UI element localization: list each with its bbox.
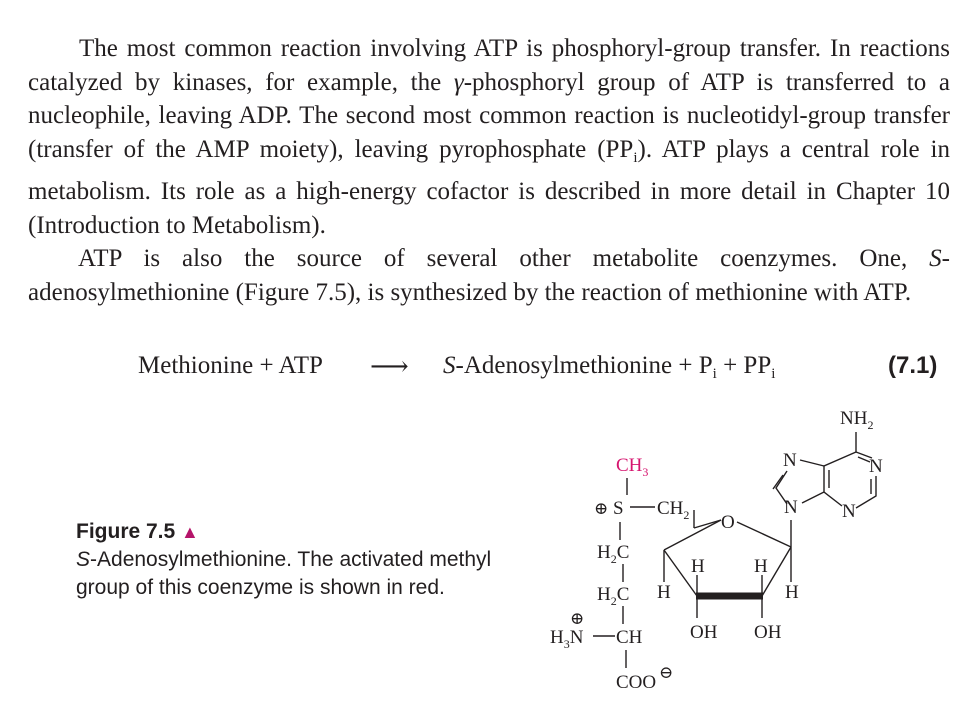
product-plus: + PP (716, 352, 772, 379)
alpha-carbon: CH (616, 627, 643, 648)
product-rest: -Adenosylmethionine + P (455, 352, 713, 379)
h-c1: H (785, 582, 799, 603)
s-prefix: S (929, 245, 942, 272)
paragraph-1-text-a: The most common reaction involving ATP is phosphoryl-group transfer. In reactions catalyzed by kinases, for example, the (28, 35, 950, 96)
caption-text: -Adenosylmethionine. The activated methyl group of this coenzyme is shown in red. (76, 548, 492, 599)
paragraph-1 (28, 32, 950, 242)
equation-number: (7.1) (888, 352, 938, 379)
amine-group: $H_3N$ (550, 627, 584, 651)
paragraph-1-text-c: ). ATP plays a central role in metabolism. Its role as a high-energy cofactor is described in more detail in Chapter 10 (Introduction to Metabolism). (28, 135, 950, 239)
n1-atom: N (869, 456, 883, 477)
figure-triangle-icon: ▲ (181, 522, 199, 542)
ch2-group: $CH_2$ (657, 498, 690, 522)
carboxylate-group: COO (616, 672, 657, 693)
bond-o-c1 (737, 522, 791, 547)
subscript-i: i (633, 149, 638, 166)
sulfonium-charge: ⊕ (594, 499, 609, 518)
h2c-group-1: $H_2C$ (597, 542, 630, 566)
oh-c2: OH (754, 622, 782, 643)
oh-c3: OH (690, 622, 718, 643)
bond-n9-c4 (802, 492, 824, 503)
product-sub-2: i (771, 366, 776, 382)
h2c-group-2: $H_2C$ (597, 584, 630, 608)
paragraph-1-text-b: -phosphoryl group of ATP is transferred to a nucleophile, leaving ADP. The second most common reaction is nucleotidyl-group transfer (transfer of the AMP moiety), leaving pyrophosphate (PP (28, 68, 951, 163)
equation-product (443, 352, 775, 383)
bond-n1-c2-n3 (856, 476, 876, 508)
paragraph-2-text-b: -adenosylmethionine (Figure 7.5), is synthesized by the reaction of methionine with ATP. (28, 245, 950, 306)
caption-body (76, 546, 536, 602)
paragraph-2 (28, 242, 950, 309)
gamma-symbol: γ (453, 68, 464, 96)
n9-atom: N (784, 497, 798, 518)
ring-oxygen: O (721, 512, 735, 533)
bond-n7-c5 (800, 460, 824, 466)
body-text (28, 32, 950, 309)
sulfur-atom: S (613, 498, 624, 519)
n3-atom: N (842, 501, 856, 522)
carboxylate-charge: ⊖ (659, 663, 674, 682)
s-adenosylmethionine-structure (540, 400, 960, 710)
equation-7-1 (138, 352, 950, 386)
amino-group: $NH_2$ (840, 408, 874, 432)
figure-caption (76, 518, 536, 602)
equation-reactants: Methionine + ATP (138, 352, 323, 379)
product-sub-1: i (712, 366, 717, 382)
bond-c4-o (664, 520, 721, 550)
h-c3: H (691, 556, 705, 577)
reaction-arrow: ⟶ (370, 351, 409, 381)
bond-n7-c8-double (773, 475, 783, 489)
h-c4: H (657, 582, 671, 603)
amine-charge: ⊕ (570, 609, 585, 628)
h-c2: H (754, 556, 768, 577)
figure-title-line (76, 518, 536, 546)
figure-title: Figure 7.5 (76, 520, 176, 543)
n7-atom: N (783, 450, 797, 471)
product-s: S (443, 352, 456, 379)
methyl-group: $CH_3$ (616, 455, 649, 479)
paragraph-2-text-a: ATP is also the source of several other metabolite coenzymes. One, (78, 245, 930, 272)
caption-s-prefix: S (76, 548, 91, 571)
